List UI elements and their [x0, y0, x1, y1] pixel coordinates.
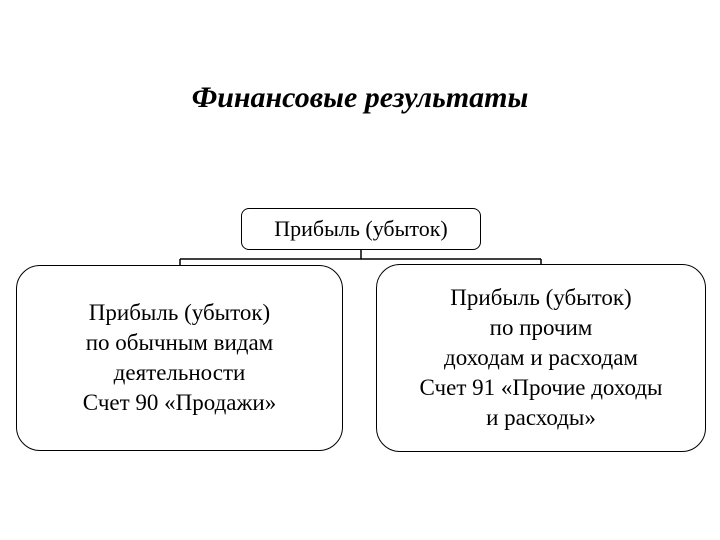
diagram-title: Финансовые результаты [191, 81, 529, 114]
other-income-expenses-label: Прибыль (убыток) по прочим доходам и расходам Счет 91 «Прочие доходы и расходы» [419, 285, 663, 430]
root-node [241, 208, 481, 250]
root-node-label: Прибыль (убыток) [274, 216, 448, 241]
ordinary-activities-label: Прибыль (убыток) по обычным видам деятельности Счет 90 «Продажи» [82, 300, 277, 415]
ordinary-activities-node [16, 265, 343, 451]
other-income-expenses-node [376, 264, 706, 452]
